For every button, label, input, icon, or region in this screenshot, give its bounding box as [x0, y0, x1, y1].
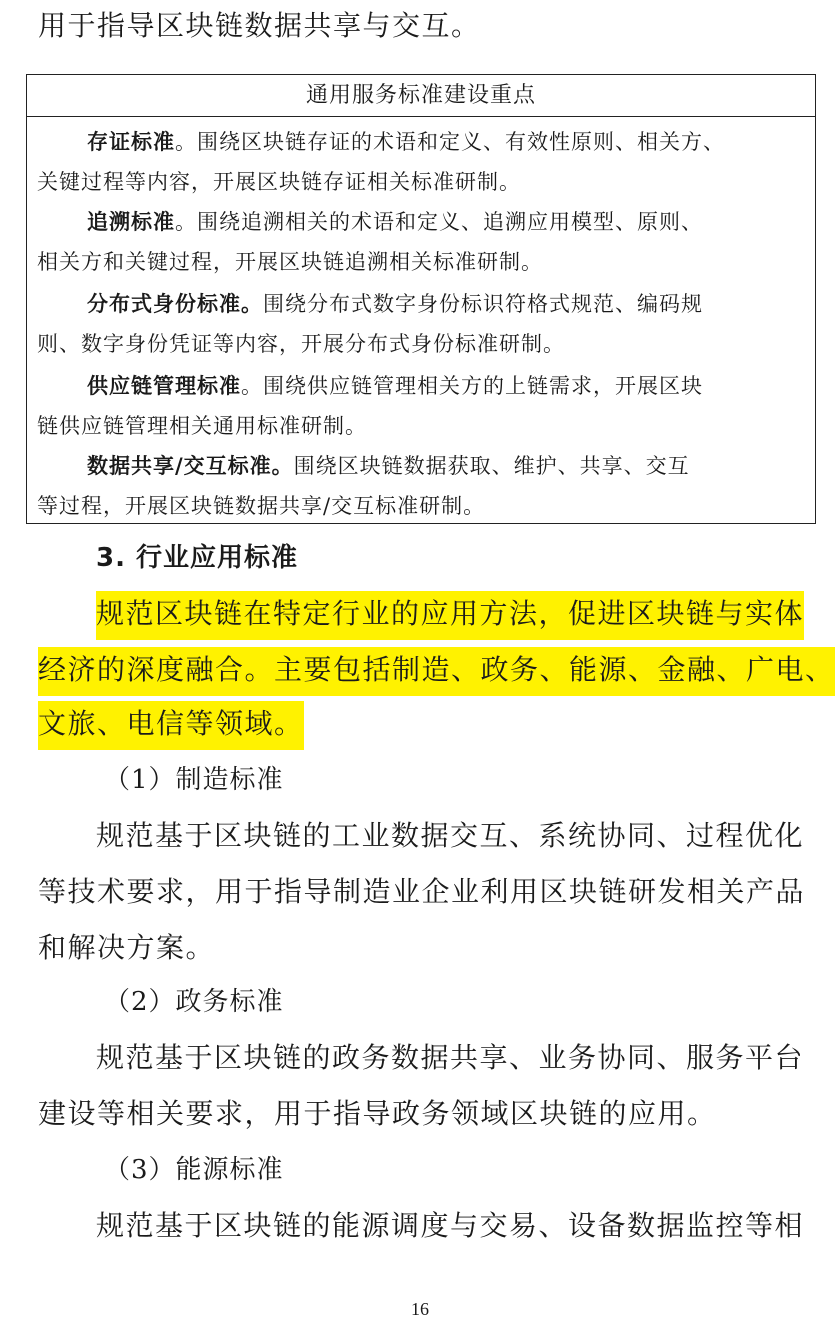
subsection-title-2: （2）政务标准 — [104, 987, 284, 1017]
section-heading: 3. 行业应用标准 — [96, 543, 299, 573]
item-3-label: 分布式身份标准。 — [87, 292, 263, 316]
subsection-1-line-2: 等技术要求，用于指导制造业企业利用区块链研发相关产品 — [38, 875, 806, 908]
box-title: 通用服务标准建设重点 — [27, 75, 815, 117]
item-1-label: 存证标准 — [87, 130, 175, 154]
subsection-title-3: （3）能源标准 — [104, 1155, 284, 1185]
item-4-label: 供应链管理标准 — [87, 374, 241, 398]
item-1-line1 — [87, 127, 725, 157]
highlight-text-3: 文旅、电信等领域。 — [38, 701, 304, 750]
highlight-line-2 — [38, 652, 835, 688]
highlight-text-1: 规范区块链在特定行业的应用方法，促进区块链与实体 — [96, 591, 804, 640]
item-3-line1 — [87, 289, 703, 319]
item-2-line2: 相关方和关键过程，开展区块链追溯相关标准研制。 — [37, 250, 543, 274]
continuation-text: 用于指导区块链数据共享与交互。 — [38, 9, 481, 42]
item-4-line2: 链供应链管理相关通用标准研制。 — [37, 414, 367, 438]
item-5-label: 数据共享/交互标准。 — [87, 454, 294, 478]
highlight-line-1 — [96, 596, 804, 632]
item-5-line1 — [87, 451, 690, 481]
highlight-text-2: 经济的深度融合。主要包括制造、政务、能源、金融、广电、 — [38, 647, 835, 696]
item-3-text: 围绕分布式数字身份标识符格式规范、编码规 — [263, 292, 703, 316]
subsection-2-line-1: 规范基于区块链的政务数据共享、业务协同、服务平台 — [96, 1041, 805, 1074]
item-5-line2: 等过程，开展区块链数据共享/交互标准研制。 — [37, 494, 486, 518]
item-1-text: 。围绕区块链存证的术语和定义、有效性原则、相关方、 — [175, 130, 725, 154]
item-3-line2: 则、数字身份凭证等内容，开展分布式身份标准研制。 — [37, 332, 565, 356]
subsection-1-line-1: 规范基于区块链的工业数据交互、系统协同、过程优化 — [96, 819, 805, 852]
highlight-line-3 — [38, 706, 304, 742]
standards-box — [26, 74, 816, 524]
page-number: 16 — [411, 1299, 429, 1319]
subsection-3-line-1: 规范基于区块链的能源调度与交易、设备数据监控等相 — [96, 1209, 805, 1242]
item-4-text: 。围绕供应链管理相关方的上链需求，开展区块 — [241, 374, 703, 398]
item-2-label: 追溯标准 — [87, 210, 175, 234]
subsection-title-1: （1）制造标准 — [104, 765, 284, 795]
item-4-line1 — [87, 371, 703, 401]
item-1-line2: 关键过程等内容，开展区块链存证相关标准研制。 — [37, 170, 521, 194]
subsection-1-line-3: 和解决方案。 — [38, 931, 216, 964]
item-2-text: 。围绕追溯相关的术语和定义、追溯应用模型、原则、 — [175, 210, 703, 234]
item-5-text: 围绕区块链数据获取、维护、共享、交互 — [293, 454, 690, 478]
item-2-line1 — [87, 207, 703, 237]
subsection-2-line-2: 建设等相关要求，用于指导政务领域区块链的应用。 — [38, 1097, 717, 1130]
